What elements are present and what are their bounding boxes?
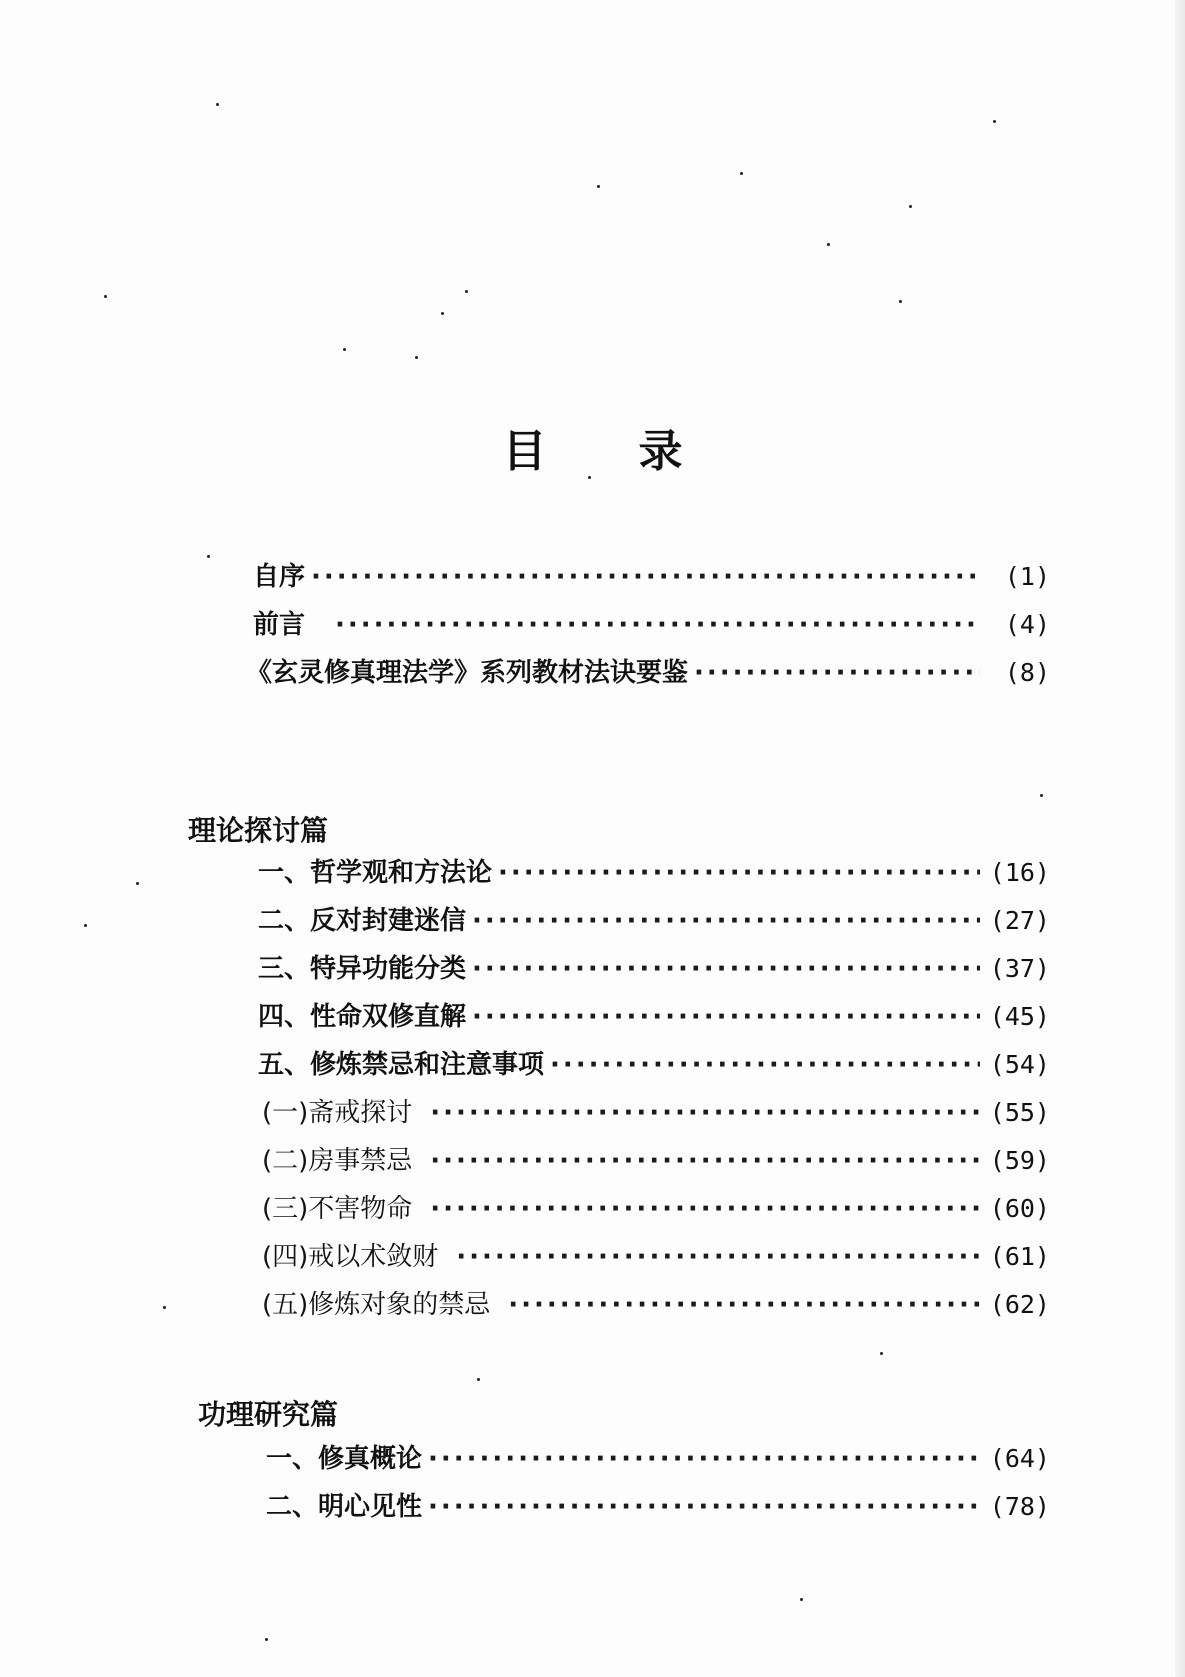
toc-entry-label: 《玄灵修真理法学》系列教材法诀要鉴 — [246, 658, 689, 688]
toc-entry[interactable] — [258, 1000, 1050, 1034]
toc-entry[interactable] — [258, 1048, 1050, 1082]
toc-entry-page: (64) — [989, 1444, 1050, 1473]
toc-entry-label: 三、特异功能分类 — [258, 954, 467, 984]
scan-speck — [588, 476, 591, 479]
toc-entry[interactable] — [266, 1490, 1050, 1524]
toc-entry-page: (45) — [989, 1002, 1050, 1031]
title-char-2: 录 — [638, 426, 683, 477]
toc-entry-page: (62) — [989, 1290, 1050, 1319]
dot-leader — [472, 1000, 980, 1034]
dot-leader — [428, 1490, 980, 1524]
toc-entry-label: (一)斋戒探讨 — [262, 1098, 413, 1128]
toc-entry[interactable] — [258, 952, 1050, 986]
dot-leader — [456, 1240, 980, 1274]
toc-entry-label: (二)房事禁忌 — [262, 1146, 413, 1176]
scan-speck — [216, 103, 219, 106]
toc-entry[interactable] — [262, 1144, 1050, 1178]
toc-entry-label: (五)修炼对象的禁忌 — [262, 1290, 491, 1320]
toc-entry-page: (8) — [1004, 658, 1050, 687]
toc-entry-label: 一、修真概论 — [266, 1444, 423, 1474]
scan-speck — [880, 1352, 883, 1355]
dot-leader — [550, 1048, 980, 1082]
dot-leader — [430, 1192, 980, 1226]
scan-speck — [899, 300, 902, 303]
scan-speck — [827, 243, 830, 246]
scan-speck — [104, 295, 107, 298]
toc-entry[interactable] — [266, 1442, 1050, 1476]
scan-speck — [597, 185, 600, 188]
toc-entry[interactable] — [253, 608, 1050, 642]
toc-entry-label: 二、明心见性 — [266, 1492, 423, 1522]
toc-entry-page: (60) — [989, 1194, 1050, 1223]
toc-entry-page: (27) — [989, 906, 1050, 935]
toc-entry-label: (三)不害物命 — [262, 1194, 413, 1224]
toc-entry-page: (54) — [989, 1050, 1050, 1079]
dot-leader — [472, 904, 980, 938]
scan-speck — [207, 555, 210, 558]
section-heading: 理论探讨篇 — [188, 814, 329, 847]
toc-entry[interactable] — [262, 1288, 1050, 1322]
scan-speck — [740, 172, 743, 175]
dot-leader — [428, 1442, 980, 1476]
dot-leader — [508, 1288, 980, 1322]
scan-speck — [265, 1638, 268, 1641]
title-char-1: 目 — [502, 426, 547, 477]
toc-entry[interactable] — [258, 904, 1050, 938]
toc-entry-label: 自序 — [253, 562, 306, 592]
toc-entry-label: 一、哲学观和方法论 — [258, 858, 493, 888]
toc-entry-page: (55) — [989, 1098, 1050, 1127]
scan-speck — [343, 348, 346, 351]
toc-entry[interactable] — [262, 1096, 1050, 1130]
section-heading: 功理研究篇 — [198, 1398, 339, 1431]
scan-speck — [909, 205, 912, 208]
toc-entry-label: (四)戒以术敛财 — [262, 1242, 439, 1272]
toc-entry-page: (1) — [1004, 562, 1050, 591]
dot-leader — [694, 656, 980, 690]
dot-leader — [335, 608, 980, 642]
toc-entry-label: 二、反对封建迷信 — [258, 906, 467, 936]
scan-speck — [441, 312, 444, 315]
toc-entry-label: 四、性命双修直解 — [258, 1002, 467, 1032]
scan-speck — [1040, 794, 1043, 797]
scan-speck — [465, 290, 468, 293]
toc-entry-page: (37) — [989, 954, 1050, 983]
toc-entry[interactable] — [262, 1240, 1050, 1274]
scan-speck — [84, 924, 87, 927]
toc-entry-page: (78) — [989, 1492, 1050, 1521]
toc-entry[interactable] — [246, 656, 1050, 690]
dot-leader — [430, 1144, 980, 1178]
scan-speck — [993, 120, 996, 123]
toc-entry-page: (61) — [989, 1242, 1050, 1271]
dot-leader — [311, 560, 980, 594]
toc-entry-page: (4) — [1004, 610, 1050, 639]
dot-leader — [472, 952, 980, 986]
scan-speck — [415, 356, 418, 359]
toc-entry[interactable] — [253, 560, 1050, 594]
toc-entry-label: 五、修炼禁忌和注意事项 — [258, 1050, 545, 1080]
scan-speck — [163, 1306, 166, 1309]
toc-entry[interactable] — [258, 856, 1050, 890]
toc-entry-page: (16) — [989, 858, 1050, 887]
dot-leader — [430, 1096, 980, 1130]
scan-speck — [800, 1598, 803, 1601]
scan-speck — [477, 1378, 480, 1381]
toc-entry-label: 前言 — [253, 610, 306, 640]
toc-entry-page: (59) — [989, 1146, 1050, 1175]
scan-speck — [136, 882, 139, 885]
dot-leader — [498, 856, 980, 890]
toc-entry[interactable] — [262, 1192, 1050, 1226]
